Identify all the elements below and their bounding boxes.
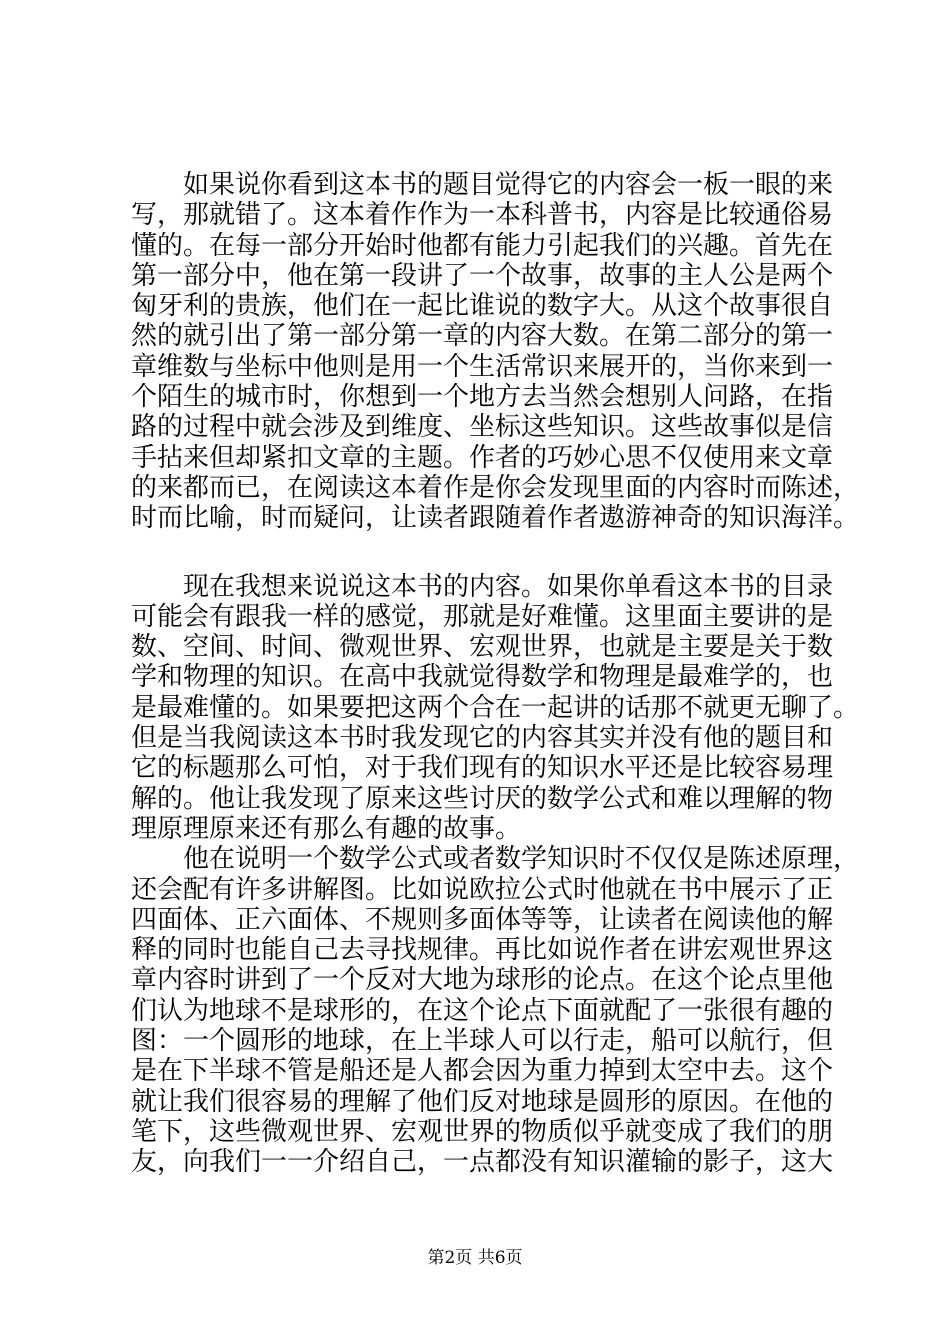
- text-line: 时而比喻，时而疑问，让读者跟随着作者遨游神奇的知识海洋。: [131, 503, 860, 534]
- text-line: 他在说明一个数学公式或者数学知识时不仅仅是陈述原理，: [131, 844, 860, 875]
- text-line: 就让我们很容易的理解了他们反对地球是圆形的原因。在他的: [131, 1086, 834, 1117]
- text-line: 懂的。在每一部分开始时他都有能力引起我们的兴趣。首先在: [131, 230, 834, 261]
- page-number-footer: 第2页 共6页: [427, 1248, 523, 1268]
- text-line: 它的标题那么可怕，对于我们现有的知识水平还是比较容易理: [131, 753, 834, 784]
- text-line: 释的同时也能自己去寻找规律。再比如说作者在讲宏观世界这: [131, 935, 834, 966]
- text-line: 理原理原来还有那么有趣的故事。: [131, 813, 522, 844]
- text-line: 写，那就错了。这本着作作为一本科普书，内容是比较通俗易: [131, 200, 834, 231]
- text-line: 解的。他让我发现了原来这些讨厌的数学公式和难以理解的物: [131, 783, 834, 814]
- text-line: 如果说你看到这本书的题目觉得它的内容会一板一眼的来: [131, 170, 834, 200]
- text-line: 数、空间、时间、微观世界、宏观世界，也就是主要是关于数: [131, 632, 834, 663]
- text-line: 友，向我们一一介绍自己，一点都没有知识灌输的影子，这大: [131, 1147, 834, 1178]
- text-line: 们认为地球不是球形的，在这个论点下面就配了一张很有趣的: [131, 995, 834, 1026]
- text-line: 还会配有许多讲解图。比如说欧拉公式时他就在书中展示了正: [131, 874, 834, 905]
- text-line: 然的就引出了第一部分第一章的内容大数。在第二部分的第一: [131, 321, 834, 352]
- text-line: 是在下半球不管是船还是人都会因为重力掉到太空中去。这个: [131, 1056, 834, 1087]
- paragraph-2: [131, 571, 860, 845]
- text-line: 图：一个圆形的地球，在上半球人可以行走，船可以航行，但: [131, 1026, 834, 1057]
- text-line: 第一部分中，他在第一段讲了一个故事，故事的主人公是两个: [131, 260, 834, 291]
- text-line: 学和物理的知识。在高中我就觉得数学和物理是最难学的，也: [131, 662, 834, 693]
- text-line: 现在我想来说说这本书的内容。如果你单看这本书的目录: [131, 571, 834, 602]
- text-line: 手拈来但却紧扣文章的主题。作者的巧妙心思不仅使用来文章: [131, 442, 834, 473]
- text-line: 但是当我阅读这本书时我发现它的内容其实并没有他的题目和: [131, 723, 834, 754]
- text-line: 的来都而已，在阅读这本着作是你会发现里面的内容时而陈述，: [131, 472, 860, 503]
- text-line: 是最难懂的。如果要把这两个合在一起讲的话那不就更无聊了。: [131, 692, 860, 723]
- text-line: 路的过程中就会涉及到维度、坐标这些知识。这些故事似是信: [131, 412, 834, 443]
- text-line: 四面体、正六面体、不规则多面体等等，让读者在阅读他的解: [131, 904, 834, 935]
- paragraph-1: [131, 170, 860, 534]
- text-line: 匈牙利的贵族，他们在一起比谁说的数字大。从这个故事很自: [131, 291, 834, 322]
- paragraph-spacer: [131, 534, 851, 572]
- text-line: 笔下，这些微观世界、宏观世界的物质似乎就变成了我们的朋: [131, 1116, 834, 1147]
- text-line: 个陌生的城市时，你想到一个地方去当然会想别人问路，在指: [131, 382, 834, 413]
- text-line: 章维数与坐标中他则是用一个生活常识来展开的，当你来到一: [131, 351, 834, 382]
- document-body: [131, 170, 860, 1178]
- text-line: 可能会有跟我一样的感觉，那就是好难懂。这里面主要讲的是: [131, 601, 834, 632]
- paragraph-3: [131, 844, 860, 1178]
- text-line: 章内容时讲到了一个反对大地为球形的论点。在这个论点里他: [131, 965, 834, 996]
